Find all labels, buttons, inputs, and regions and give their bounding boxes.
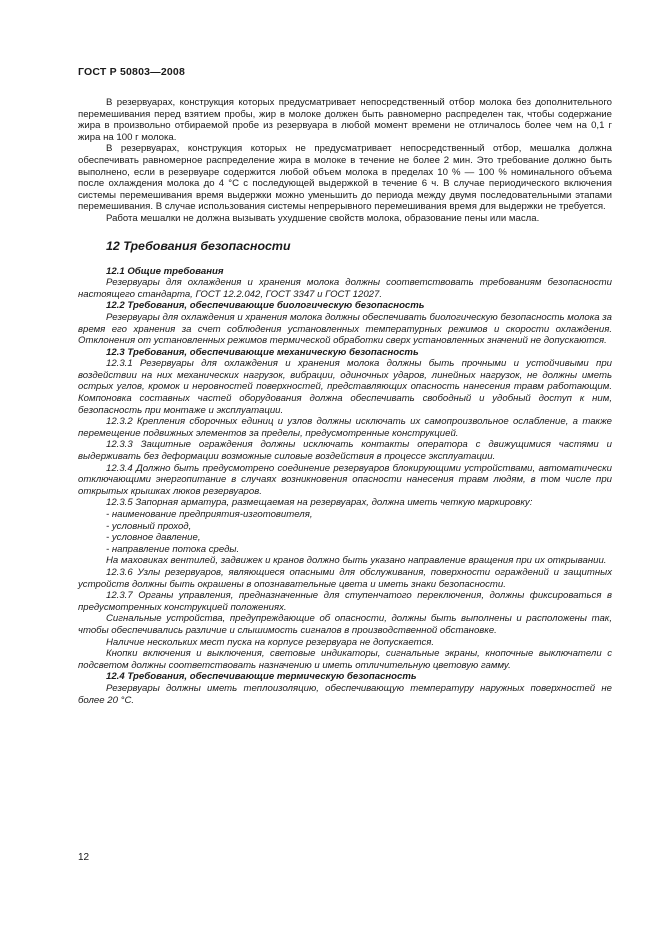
paragraph: В резервуарах, конструкция которых предусматривает непосредственный отбор молока без дополнительного перемешивания перед взятием пробы, жир в молоке должен быть равномерно распределен так, чтобы содержание жира в произвольно отбираемой пробе из резервуара в любой момент времени не отличалось более чем на 0,1 г жира на 100 г молока.	[78, 97, 612, 143]
subsection-title: 12.4 Требования, обеспечивающие термическую безопасность	[106, 671, 417, 683]
paragraph: Резервуары для охлаждения и хранения молока должны соответствовать требованиям безопасности настоящего стандарта, ГОСТ 12.2.042, ГОСТ 3347 и ГОСТ 12027.	[78, 277, 612, 300]
list-item: - условное давление,	[106, 532, 201, 544]
clause: 12.3.7 Органы управления, предназначенные для ступенчатого переключения, должны фиксироваться в предусмотренных конструкцией положениях.	[78, 590, 612, 613]
subsection-title: 12.3 Требования, обеспечивающие механическую безопасность	[106, 346, 419, 358]
paragraph: В резервуарах, конструкция которых не предусматривает непосредственный отбор, мешалка должна обеспечивать равномерное распределение жира в молоке в течение не более 2 мин. Это требование должно быть выполнено, если в резервуаре содержится любой объем молока в пределах 10 % — 100 % номинального объема после охлаждения молока до 4 °С с последующей выдержкой в течение 6 ч. В случае периодического включения системы перемешивания время выдержки можно уменьшить до периода между двумя последовательными этапами перемешивания. В случае использования системы непрерывного перемешивания время для выдержки не требуется.	[78, 143, 612, 213]
list-item: - условный проход,	[106, 520, 192, 532]
clause: 12.3.3 Защитные ограждения должны исключать контакты оператора с движущимися частями и выдерживать без деформации возможные силовые воздействия в процессе эксплуатации.	[78, 439, 612, 463]
paragraph: Резервуары для охлаждения и хранения молока должны обеспечивать биологическую безопасность молока за время его хранения за счет соблюдения установленных температурных режимов и скорости охлаждения. Отклонения от установленных режимов термической обработки сверх установленных значений не допускаются.	[78, 311, 612, 347]
paragraph: Работа мешалки не должна вызывать ухудшение свойств молока, образование пены или масла.	[106, 212, 540, 224]
paragraph: Кнопки включения и выключения, световые индикаторы, сигнальные экраны, кнопочные выключатели с подсветом должны соответствовать назначению и иметь отличительную цветовую гамму.	[78, 648, 612, 671]
clause: 12.3.6 Узлы резервуаров, являющиеся опасными для обслуживания, поверхности ограждений и защитных устройств должны быть окрашены в опознавательные цвета и иметь знаки безопасности.	[78, 566, 612, 590]
page-number: 12	[78, 852, 90, 863]
paragraph: Наличие нескольких мест пуска на корпусе резервуара не допускается.	[106, 636, 435, 648]
paragraph: Резервуары должны иметь теплоизоляцию, обеспечивающую температуру наружных поверхностей не более 20 °С.	[78, 682, 612, 706]
paragraph: На маховиках вентилей, задвижек и кранов должно быть указано направление вращения при их открывании.	[106, 555, 607, 567]
subsection-title: 12.1 Общие требования	[106, 265, 224, 277]
paragraph: Сигнальные устройства, предупреждающие об опасности, должны быть выполнены и расположены так, чтобы обеспечивались различие и слышимость сигналов в производственной обстановке.	[78, 613, 612, 636]
clause: 12.3.1 Резервуары для охлаждения и хранения молока должны быть прочными и устойчивыми при воздействии на них механических нагрузок, вибрации, одиночных ударов, линейных нагрузок, не должны иметь острых углов, кромок и неровностей поверхностей, представляющих опасность нанесения травм работающим. Компоновка составных частей оборудования должна обеспечивать свободный и удобный доступ к ним, безопасность при монтаже и эксплуатации.	[78, 358, 612, 416]
document-header: ГОСТ Р 50803—2008	[78, 66, 186, 78]
document-body	[78, 97, 612, 706]
clause: 12.3.4 Должно быть предусмотрено соединение резервуаров блокирующими устройствами, автоматически отключающими энергопитание в случаях возникновения опасности нанесения травм людям, в том числе при открытых крышках люков резервуаров.	[78, 462, 612, 497]
list-item: - наименование предприятия-изготовителя,	[106, 509, 313, 520]
list-item: - направление потока среды.	[106, 543, 240, 555]
clause: 12.3.5 Запорная арматура, размещаемая на резервуарах, должна иметь четкую маркировку:	[106, 497, 533, 509]
section-title: 12 Требования безопасности	[106, 238, 291, 253]
clause: 12.3.2 Крепления сборочных единиц и узлов должны исключать их самопроизвольное ослабление, а также перемещение подвижных элементов за пределы, предусмотренные конструкцией.	[78, 416, 612, 439]
subsection-title: 12.2 Требования, обеспечивающие биологическую безопасность	[106, 300, 425, 312]
